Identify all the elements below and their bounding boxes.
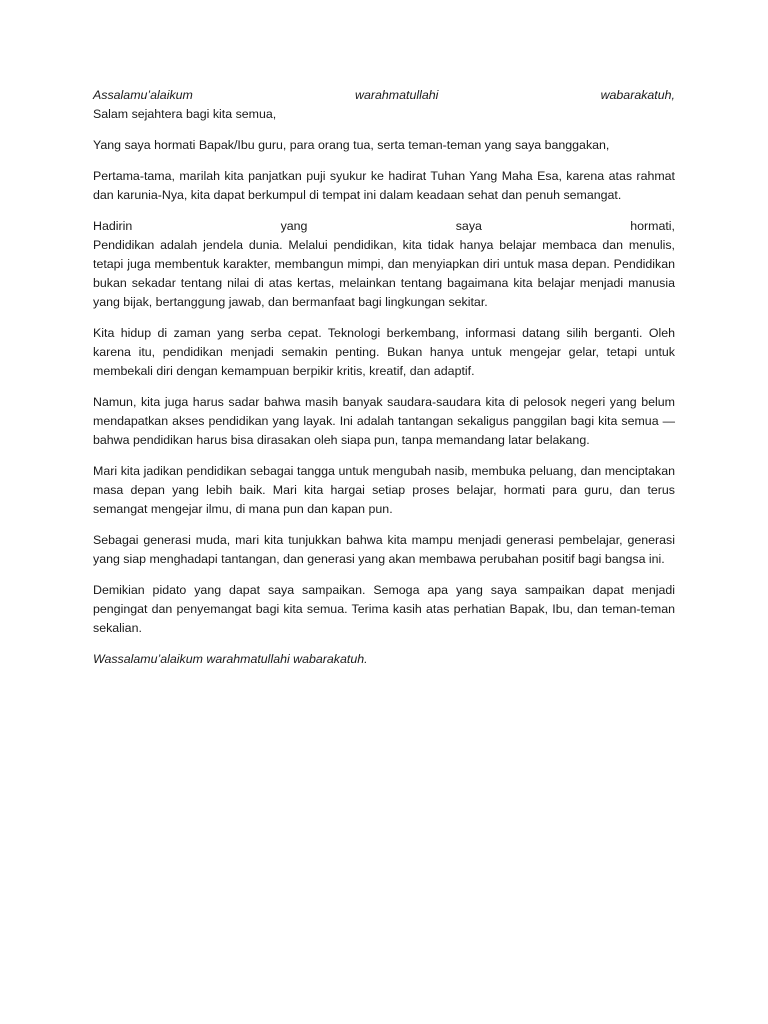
audience-body-paragraph: Pendidikan adalah jendela dunia. Melalui pendidikan, kita tidak hanya belajar membaca dan menulis, tetapi juga membentuk karakter, membangun mimpi, dan menyiapkan diri untuk masa depan. Pendidikan bukan sekadar tentang nilai di atas kertas, melainkan tentang bagaimana kita belajar menjadi manusia yang bijak, bertanggung jawab, dan bermanfaat bagi lingkungan sekitar. <box>93 238 675 309</box>
body-paragraph: Kita hidup di zaman yang serba cepat. Teknologi berkembang, informasi datang silih berganti. Oleh karena itu, pendidikan menjadi semakin penting. Bukan hanya untuk mengejar gelar, tetapi untuk membekali diri dengan kemampuan berpikir kritis, kreatif, dan adaptif. <box>93 326 675 378</box>
audience-word: hormati, <box>630 219 675 233</box>
greeting-block <box>93 86 675 124</box>
body-paragraph: Namun, kita juga harus sadar bahwa masih banyak saudara-saudara kita di pelosok negeri yang belum mendapatkan akses pendidikan yang layak. Ini adalah tantangan sekaligus panggilan bagi kita semua — bahwa pendidikan harus bisa dirasakan oleh siapa pun, tanpa memandang latar belakang. <box>93 395 675 447</box>
greeting-line <box>93 86 675 105</box>
document-page <box>93 86 675 681</box>
address-line: Yang saya hormati Bapak/Ibu guru, para orang tua, serta teman-teman yang saya banggakan, <box>93 138 610 152</box>
opening-paragraph: Pertama-tama, marilah kita panjatkan puji syukur ke hadirat Tuhan Yang Maha Esa, karena atas rahmat dan karunia-Nya, kita dapat berkumpul di tempat ini dalam keadaan sehat dan penuh semangat. <box>93 169 675 202</box>
greeting-word: wabarakatuh, <box>600 88 675 102</box>
audience-block <box>93 217 675 312</box>
body-paragraph: Sebagai generasi muda, mari kita tunjukkan bahwa kita mampu menjadi generasi pembelajar, generasi yang siap menghadapi tantangan, dan generasi yang akan membawa perubahan positif bagi bangsa ini. <box>93 533 675 566</box>
closing-line: Wassalamu’alaikum warahmatullahi wabarakatuh. <box>93 652 368 666</box>
audience-word: saya <box>455 219 482 233</box>
body-paragraph: Mari kita jadikan pendidikan sebagai tangga untuk mengubah nasib, membuka peluang, dan menciptakan masa depan yang lebih baik. Mari kita hargai setiap proses belajar, hormati para guru, dan terus semangat mengejar ilmu, di mana pun dan kapan pun. <box>93 464 675 516</box>
audience-word: Hadirin <box>93 219 133 233</box>
greeting-word: Assalamu’alaikum <box>93 88 193 102</box>
greeting-word: warahmatullahi <box>355 88 439 102</box>
audience-line <box>93 217 675 236</box>
body-paragraph: Demikian pidato yang dapat saya sampaikan. Semoga apa yang saya sampaikan dapat menjadi pengingat dan penyemangat bagi kita semua. Terima kasih atas perhatian Bapak, Ibu, dan teman-teman sekalian. <box>93 583 675 635</box>
audience-word: yang <box>280 219 308 233</box>
greeting-second-line: Salam sejahtera bagi kita semua, <box>93 107 277 121</box>
